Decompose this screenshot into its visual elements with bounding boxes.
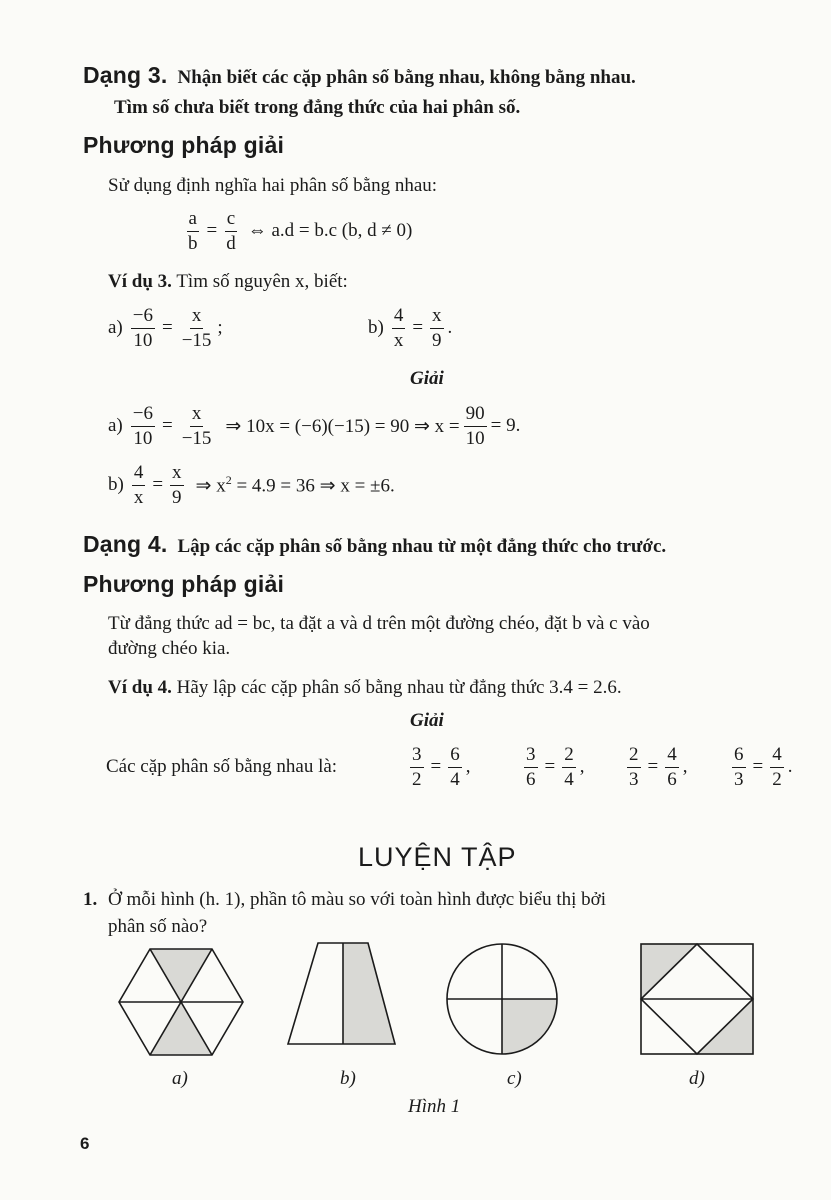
num: 3 (410, 744, 424, 768)
q1-line1 (83, 889, 606, 911)
pair-end: . (787, 756, 793, 778)
example4-label: Ví dụ 4. (108, 677, 172, 698)
num: 6 (732, 744, 746, 768)
pair-frac (665, 744, 679, 791)
definition-formula: $\frac{a}{b}$ = $\frac{c}{d}$ ⇔ a.d = b.c (b, d ≠ 0) (188, 208, 413, 254)
den: 10 (133, 329, 153, 351)
solution3-a-end: = 9. (490, 415, 521, 437)
s3-frac1 (131, 403, 155, 450)
pair-frac (448, 744, 462, 791)
example4-line (108, 677, 622, 699)
den: 2 (772, 768, 782, 790)
solution3-b: b) $\frac{4}{x}$ = $\frac{x}{9}$ ⇒ $x^2 = 4.9 = 36$ ⇒ x = ±6. (108, 462, 395, 508)
solution3-a-mid: ⇒ 10x = (−6)(−15) = 90 ⇒ x = (225, 415, 460, 437)
frac-b1 (392, 305, 406, 352)
figure-a (119, 949, 243, 1055)
example3-a-label: a) (108, 317, 123, 339)
dang4-label: Dạng 4. (83, 531, 168, 557)
den: 10 (133, 427, 153, 449)
s3-frac4 (132, 462, 146, 509)
fig-label-d: d) (689, 1068, 705, 1089)
den: 6 (667, 768, 677, 790)
def-a: a (187, 208, 199, 232)
den: −15 (181, 329, 212, 351)
s3-frac2 (180, 403, 214, 450)
den: −15 (181, 427, 212, 449)
dang3-label: Dạng 3. (83, 62, 168, 88)
figure-b (288, 943, 395, 1044)
solution3-b-expr (196, 473, 395, 497)
example3-text: Tìm số nguyên x, biết: (176, 271, 348, 292)
example3-line (108, 271, 348, 293)
figure-d (641, 944, 753, 1054)
pair-end: , (682, 756, 688, 778)
pair-3: $\frac{2}{3}$ = $\frac{4}{6}$ , (629, 744, 688, 790)
a-end: ; (217, 317, 223, 339)
b-pre: ⇒ x (195, 475, 226, 497)
pair-frac (562, 744, 576, 791)
b-sup: 2 (225, 473, 232, 488)
den: x (133, 486, 144, 508)
dang3-title-line2: Tìm số chưa biết trong đẳng thức của hai phân số. (114, 97, 521, 118)
pair-frac (770, 744, 784, 791)
den: 2 (412, 768, 422, 790)
den: 9 (432, 329, 442, 351)
den: 10 (465, 427, 485, 449)
num: 2 (627, 744, 641, 768)
num: 4 (392, 305, 406, 329)
solution3-a: a) $\frac{-6}{10}$ = $\frac{x}{-15}$ ⇒ 10x = (−6)(−15) = 90 ⇒ x = $\frac{90}{10}$ = 9. (108, 403, 521, 449)
num: −6 (131, 305, 155, 329)
fig-label-a: a) (172, 1068, 188, 1089)
def-rest: ⇔ a.d = b.c (b, d ≠ 0) (247, 220, 413, 242)
num: 4 (132, 462, 146, 486)
num: x (430, 305, 444, 329)
method2-line2: đường chéo kia. (108, 638, 231, 659)
q1-line2: phân số nào? (108, 916, 208, 937)
dang4-title: Lập các cặp phân số bằng nhau từ một đẳng thức cho trước. (177, 536, 667, 557)
den: 6 (526, 768, 536, 790)
def-d: d (226, 232, 236, 254)
page-number: 6 (80, 1134, 90, 1153)
method2-line1: Từ đẳng thức ad = bc, ta đặt a và d trên một đường chéo, đặt b và c vào (108, 613, 650, 634)
s3-frac3 (464, 403, 487, 450)
pair-1: $\frac{3}{2}$ = $\frac{6}{4}$ , (412, 744, 471, 790)
s3-frac5 (170, 462, 184, 509)
fraction-a-b (186, 208, 200, 255)
pair-2: $\frac{3}{6}$ = $\frac{2}{4}$ , (526, 744, 585, 790)
method1-text: Sử dụng định nghĩa hai phân số bằng nhau: (108, 175, 438, 196)
pair-frac (627, 744, 641, 791)
fraction-c-d (224, 208, 238, 255)
num: 4 (665, 744, 679, 768)
frac-b2 (430, 305, 444, 352)
figure-c (447, 944, 557, 1054)
fig-label-c: c) (507, 1068, 522, 1089)
example3-b: b) $\frac{4}{x}$ = $\frac{x}{9}$ . (368, 305, 453, 351)
num: 4 (770, 744, 784, 768)
solution4-text: Các cặp phân số bằng nhau là: (106, 756, 338, 777)
den: 4 (564, 768, 574, 790)
den: 3 (629, 768, 639, 790)
b-post: = 4.9 = 36 ⇒ x = ±6. (236, 475, 395, 497)
num: 90 (464, 403, 487, 427)
figure-caption: Hình 1 (408, 1096, 461, 1117)
example3-b-label: b) (368, 317, 384, 339)
num: 2 (562, 744, 576, 768)
pair-frac (732, 744, 746, 791)
pair-frac (524, 744, 538, 791)
solution4-heading: Giải (410, 710, 444, 731)
dang3-heading (83, 62, 636, 89)
num: 3 (524, 744, 538, 768)
def-b: b (188, 232, 198, 254)
den: 4 (450, 768, 460, 790)
solution3-a-label: a) (108, 415, 123, 437)
example3-label: Ví dụ 3. (108, 271, 172, 292)
pair-end: , (579, 756, 585, 778)
num: x (190, 305, 204, 329)
num: 6 (448, 744, 462, 768)
pair-4: $\frac{6}{3}$ = $\frac{4}{2}$ . (734, 744, 793, 790)
q1-text-line1: Ở mỗi hình (h. 1), phần tô màu so với toàn hình được biểu thị bởi (108, 889, 606, 910)
dang3-title-line1: Nhận biết các cặp phân số bằng nhau, không bằng nhau. (177, 67, 636, 88)
b-end: . (447, 317, 453, 339)
frac-a1 (131, 305, 155, 352)
method2-heading: Phương pháp giải (83, 571, 285, 597)
method1-heading: Phương pháp giải (83, 132, 285, 158)
solution3-heading: Giải (410, 368, 444, 389)
def-c: c (225, 208, 237, 232)
den: 9 (172, 486, 182, 508)
dang4-heading (83, 531, 666, 558)
pair-frac (410, 744, 424, 791)
num: x (170, 462, 184, 486)
den: 3 (734, 768, 744, 790)
den: x (393, 329, 404, 351)
pair-end: , (465, 756, 471, 778)
q1-number: 1. (83, 889, 98, 910)
num: x (190, 403, 204, 427)
solution3-b-label: b) (108, 474, 124, 496)
practice-heading: LUYỆN TẬP (358, 842, 517, 872)
example3-a: a) $\frac{-6}{10}$ = $\frac{x}{-15}$ ; (108, 305, 223, 351)
example4-text: Hãy lập các cặp phân số bằng nhau từ đẳng thức 3.4 = 2.6. (176, 677, 622, 698)
num: −6 (131, 403, 155, 427)
fig-label-b: b) (340, 1068, 356, 1089)
frac-a2 (180, 305, 214, 352)
